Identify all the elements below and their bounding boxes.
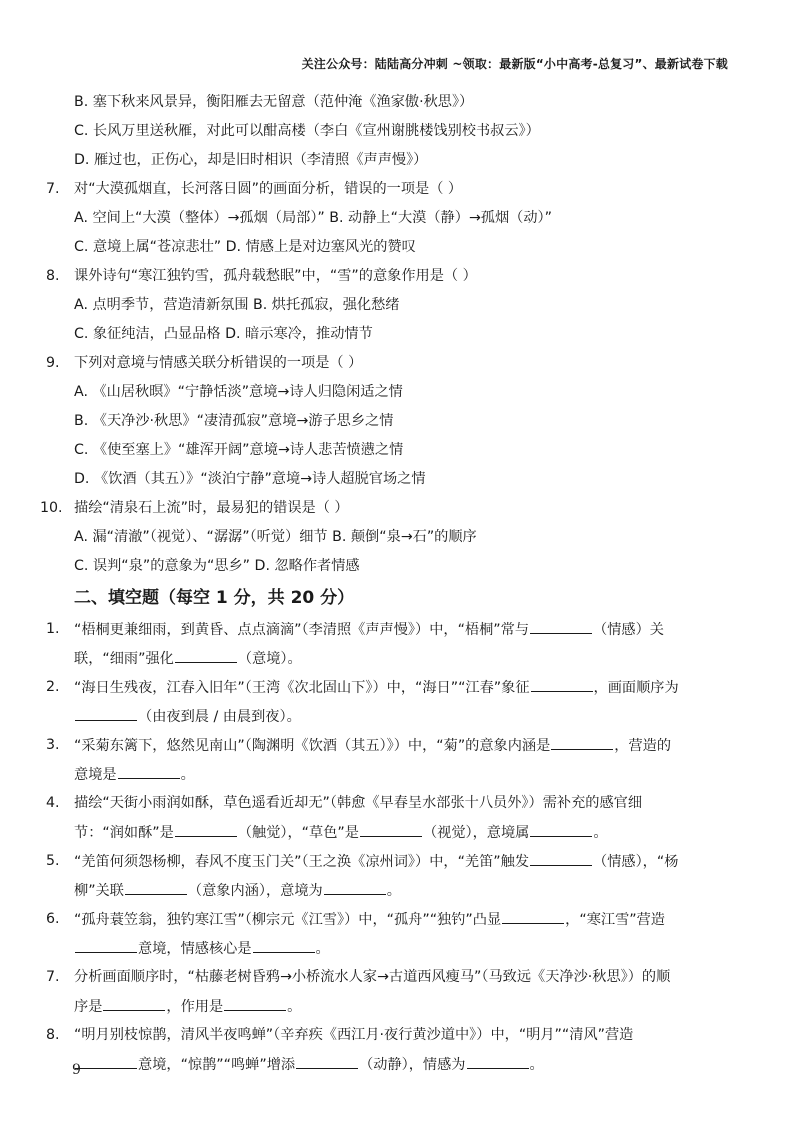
fill-text: “明月别枝惊鹊，清风半夜鸣蝉”（辛弃疾《西江月·夜行黄沙道中》）中，“明月”“清风”营造: [74, 1027, 634, 1043]
page-header: 关注公众号：陆陆高分冲刺 ~领取：最新版“小中高考-总复习”、最新试卷下载: [301, 57, 728, 71]
choice-option-line: A. 漏“清澈”（视觉）、“潺潺”（听觉）细节 B. 颠倒“泉→石”的顺序: [74, 529, 477, 545]
fill-text: 柳”关联: [74, 883, 124, 899]
choice-option-line: A. 空间上“大漠（整体）→孤烟（局部）” B. 动静上“大漠（静）→孤烟（动）”: [74, 210, 552, 226]
fill-question-line: [74, 1025, 730, 1045]
fill-question-line: [74, 677, 730, 697]
question-text: 描绘“清泉石上流”时，最易犯的错误是（ ）: [74, 500, 349, 516]
fill-text: （情感），“杨: [593, 854, 679, 870]
page-number: 9: [72, 1062, 81, 1078]
question-number: 2.: [46, 679, 60, 695]
question-number: 5.: [46, 853, 60, 869]
fill-text: 序是: [74, 999, 103, 1015]
choice-option-line: C. 象征纯洁，凸显品格 D. 暗示寒冷，推动情节: [74, 326, 373, 342]
fill-text: 。: [287, 999, 302, 1015]
fill-question: [0, 851, 800, 900]
question-number: 10.: [40, 500, 63, 516]
choice-option-line: B. 《天净沙·秋思》“凄清孤寂”意境→游子思乡之情: [74, 413, 394, 429]
question-stem: [0, 179, 800, 199]
fill-question: [0, 735, 800, 784]
section-title: 二、填空题（每空 1 分，共 20 分）: [74, 588, 355, 608]
fill-question-line: [74, 967, 730, 987]
fill-question-line: [74, 735, 730, 755]
question-stem: [0, 353, 800, 373]
question-number: 7.: [46, 181, 60, 197]
fill-text: ，“寒江雪”营造: [565, 912, 665, 928]
fill-text: 意境，情感核心是: [138, 941, 252, 957]
answer-blank[interactable]: [175, 822, 237, 837]
fill-question: [0, 1025, 800, 1074]
fill-text: （动静），情感为: [359, 1057, 466, 1073]
choice-option-line: C. 长风万里送秋雁，对此可以酣高楼（李白《宣州谢朓楼饯别校书叔云》）: [74, 123, 540, 139]
answer-blank[interactable]: [296, 1054, 358, 1069]
fill-question-line: [74, 648, 730, 668]
fill-text: “海日生残夜，江春入旧年”（王湾《次北固山下》）中，“海日”“江春”象征: [74, 680, 530, 696]
answer-blank[interactable]: [551, 735, 613, 750]
fill-text: 。: [315, 941, 330, 957]
fill-question: [0, 909, 800, 958]
fill-text: “孤舟蓑笠翁，独钓寒江雪”（柳宗元《江雪》）中，“孤舟”“独钓”凸显: [74, 912, 502, 928]
fill-text: 描绘“天街小雨润如酥，草色遥看近却无”（韩愈《早春呈水部张十八员外》）需补充的感官细: [74, 795, 643, 811]
question-number: 4.: [46, 795, 60, 811]
answer-blank[interactable]: [530, 822, 592, 837]
question-number: 8.: [46, 1027, 60, 1043]
choice-option-line: C. 误判“泉”的意象为“思乡” D. 忽略作者情感: [74, 558, 360, 574]
answer-blank[interactable]: [502, 909, 564, 924]
answer-blank[interactable]: [531, 677, 593, 692]
answer-blank[interactable]: [530, 619, 592, 634]
answer-blank[interactable]: [125, 880, 187, 895]
choice-questions: [0, 179, 800, 576]
fill-text: 。: [529, 1057, 544, 1073]
choice-option-line: D. 雁过也，正伤心，却是旧时相识（李清照《声声慢》）: [74, 152, 428, 168]
answer-blank[interactable]: [360, 822, 422, 837]
choice-option-line: C. 《使至塞上》“雄浑开阔”意境→诗人悲苦愤懑之情: [74, 442, 404, 458]
fill-text: （意象内涵），意境为: [187, 883, 323, 899]
choice-option-line: B. 塞下秋来风景异，衡阳雁去无留意（范仲淹《渔家傲·秋思》）: [74, 94, 474, 110]
question-number: 3.: [46, 737, 60, 753]
fill-text: “羌笛何须怨杨柳，春风不度玉门关”（王之涣《凉州词》）中，“羌笛”触发: [74, 854, 530, 870]
fill-text: “采菊东篱下，悠然见南山”（陶渊明《饮酒（其五）》）中，“菊”的意象内涵是: [74, 738, 551, 754]
fill-text: （视觉），意境属: [422, 825, 530, 841]
question-number: 7.: [46, 969, 60, 985]
fill-question-line: [74, 909, 730, 929]
choice-option-line: D. 《饮酒（其五）》“淡泊宁静”意境→诗人超脱官场之情: [74, 471, 426, 487]
fill-text: 。: [593, 825, 608, 841]
answer-blank[interactable]: [224, 996, 286, 1011]
question-text: 对“大漠孤烟直，长河落日圆”的画面分析，错误的一项是（ ）: [74, 181, 463, 197]
choice-option-line: A. 点明季节，营造清新氛围 B. 烘托孤寂，强化愁绪: [74, 297, 400, 313]
question-text: 下列对意境与情感关联分析错误的一项是（ ）: [74, 355, 363, 371]
answer-blank[interactable]: [103, 996, 165, 1011]
fill-question-line: [74, 880, 730, 900]
fill-text: 。: [180, 767, 195, 783]
fill-question-line: [74, 793, 730, 813]
fill-question: [0, 619, 800, 668]
fill-text: 联，“细雨”强化: [74, 651, 174, 667]
fill-question-line: [74, 851, 730, 871]
choice-option-line: C. 意境上属“苍凉悲壮” D. 情感上是对边塞风光的赞叹: [74, 239, 416, 255]
fill-text: （意境）。: [237, 651, 302, 667]
question-number: 9.: [46, 355, 60, 371]
fill-question: [0, 793, 800, 842]
fill-question: [0, 967, 800, 1016]
fill-text: ，作用是: [166, 999, 224, 1015]
fill-question-line: [74, 619, 730, 639]
answer-blank[interactable]: [118, 764, 180, 779]
fill-text: 分析画面顺序时，“枯藤老树昏鸦→小桥流水人家→古道西风瘦马”（马致远《天净沙·秋思》）的顺: [74, 969, 671, 985]
choice-option-line: A. 《山居秋暝》“宁静恬淡”意境→诗人归隐闲适之情: [74, 384, 403, 400]
fill-question-line: [74, 822, 730, 842]
fill-text: 节：“润如酥”是: [74, 825, 174, 841]
question-stem: [0, 498, 800, 518]
fill-text: （由夜到晨 / 由晨到夜）。: [138, 709, 301, 725]
question-stem: [0, 266, 800, 286]
fill-text: “梧桐更兼细雨，到黄昏、点点滴滴”（李清照《声声慢》）中，“梧桐”常与: [74, 622, 530, 638]
question-number: 8.: [46, 268, 60, 284]
answer-blank[interactable]: [324, 880, 386, 895]
answer-blank[interactable]: [467, 1054, 529, 1069]
answer-blank[interactable]: [75, 1054, 137, 1069]
answer-blank[interactable]: [175, 648, 237, 663]
fill-question-line: [74, 996, 730, 1016]
question-text: 课外诗句“寒江独钓雪，孤舟载愁眠”中，“雪”的意象作用是（ ）: [74, 268, 477, 284]
answer-blank[interactable]: [530, 851, 592, 866]
fill-text: ，画面顺序为: [593, 680, 679, 696]
fill-question-line: [74, 1054, 730, 1074]
answer-blank[interactable]: [75, 706, 137, 721]
fill-text: 意境，“惊鹊”“鸣蝉”增添: [138, 1057, 296, 1073]
fill-text: 意境是: [74, 767, 117, 783]
answer-blank[interactable]: [75, 938, 137, 953]
question-number: 1.: [46, 621, 60, 637]
fill-text: （情感）关: [593, 622, 664, 638]
fill-question-line: [74, 706, 730, 726]
fill-question-line: [74, 764, 730, 784]
choice-continued: [0, 92, 800, 170]
question-number: 6.: [46, 911, 60, 927]
page-content: [0, 92, 800, 1083]
answer-blank[interactable]: [253, 938, 315, 953]
fill-questions: [0, 619, 800, 1074]
fill-text: 。: [386, 883, 401, 899]
fill-text: ，营造的: [614, 738, 672, 754]
fill-question: [0, 677, 800, 726]
fill-question-line: [74, 938, 730, 958]
fill-text: （触觉），“草色”是: [237, 825, 359, 841]
